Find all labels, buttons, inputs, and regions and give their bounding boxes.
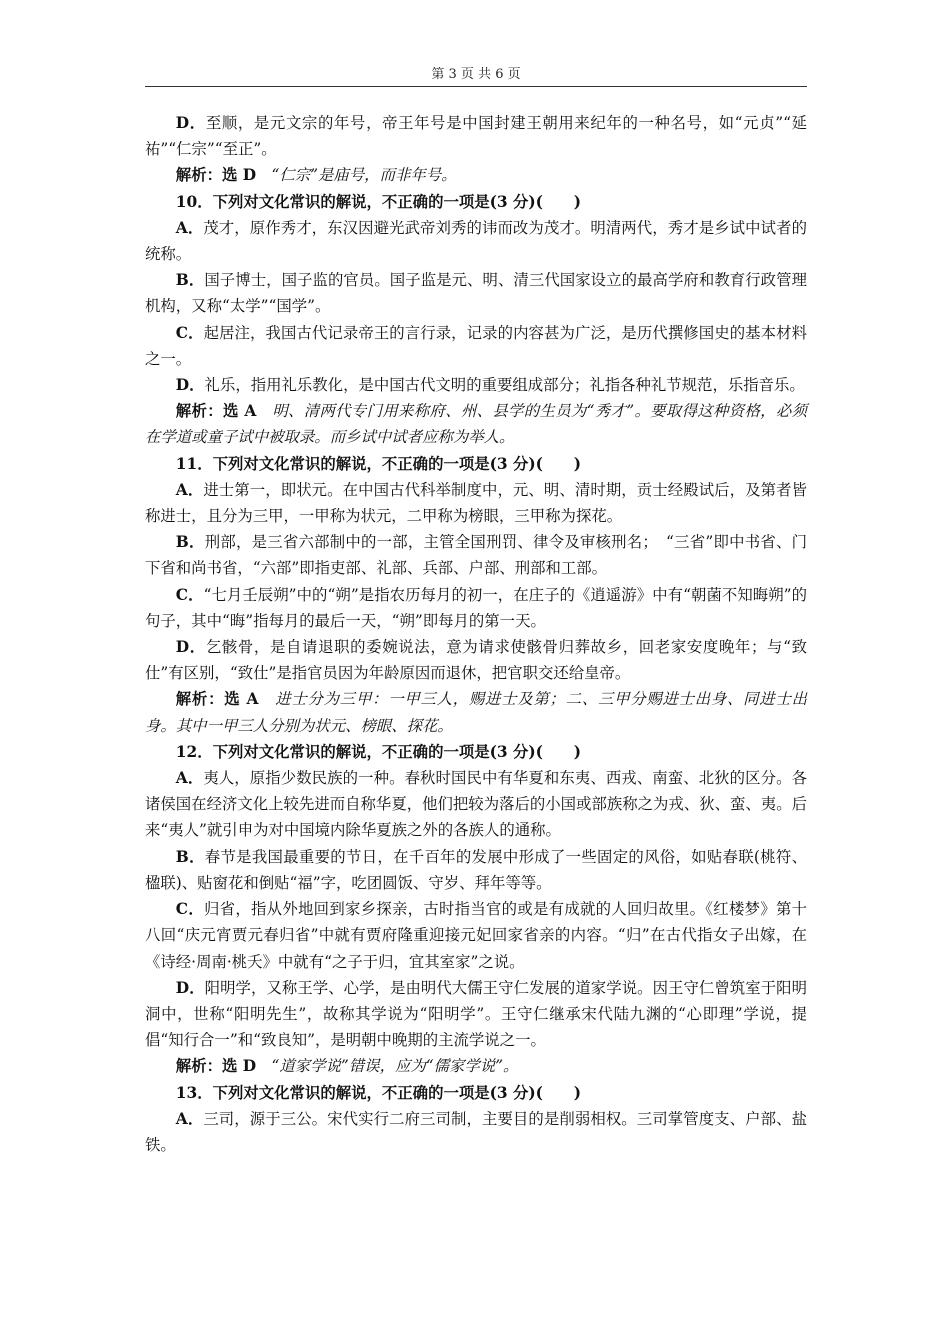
answer-option xyxy=(145,110,807,162)
option-letter: A． xyxy=(175,1109,204,1128)
explanation xyxy=(145,162,807,188)
answer-option xyxy=(145,1106,807,1158)
explanation-text: “道家学说”错误，应为“儒家学说”。 xyxy=(256,1057,519,1076)
option-letter: C． xyxy=(175,323,204,342)
answer-choice: 选 A xyxy=(222,402,257,421)
answer-option xyxy=(145,215,807,267)
explanation-label: 解析： xyxy=(175,166,222,185)
option-text: 夷人，原指少数民族的一种。春秋时国民中有华夏和东夷、西戎、南蛮、北狄的区分。各诸侯国在经济文化上较先进而自称华夏，他们把较为落后的小国或部族称之为戎、狄、蛮、夷。后来“夷人”就引申为对中国境内除华夏族之外的各族人的通称。 xyxy=(145,769,807,840)
page-header xyxy=(145,64,807,87)
option-text: 归省，指从外地回到家乡探亲，古时指当官的或是有成就的人回归故里。《红楼梦》第十八回“庆元宵贾元春归省”中就有贾府隆重迎接元妃回家省亲的内容。“归”在古代指女子出嫁，在《诗经·周南·桃夭》中就有“之子于归，宜其室家”之说。 xyxy=(145,900,807,971)
explanation xyxy=(145,686,807,738)
answer-choice: 选 A xyxy=(224,690,259,709)
option-text: “七月壬辰朔”中的“朔”是指农历每月的初一，在庄子的《逍遥游》中有“朝菌不知晦朔”的句子，其中“晦”指每月的最后一天，“朔”即每月的第一天。 xyxy=(145,585,807,630)
option-text: 进士第一，即状元。在中国古代科举制度中，元、明、清时期，贡士经殿试后，及第者皆称进士，且分为三甲，一甲称为状元，二甲称为榜眼，三甲称为探花。 xyxy=(145,480,807,526)
option-text: 阳明学，又称王学、心学，是由明代大儒王守仁发展的道家学说。因王守仁曾筑室于阳明洞中，世称“阳明先生”，故称其学说为“阳明学”。王守仁继承宋代陆九渊的“心即理”学说，提倡“知行合一”和“致良知”，是明朝中晚期的主流学说之一。 xyxy=(145,978,807,1050)
option-letter: D． xyxy=(175,978,205,997)
explanation-label: 解析： xyxy=(175,690,225,709)
question-stem: 11．下列对文化常识的解说，不正确的一项是(3 分)( ) xyxy=(175,454,582,473)
option-letter: A． xyxy=(175,769,204,788)
explanation-label: 解析： xyxy=(175,402,223,421)
answer-option xyxy=(145,582,807,634)
answer-option xyxy=(145,765,807,844)
option-letter: C． xyxy=(175,900,204,919)
answer-option xyxy=(145,267,807,319)
answer-option xyxy=(145,477,807,529)
explanation-text: 进士分为三甲：一甲三人，赐进士及第；二、三甲分赐进士出身、同进士出身。其中一甲三人分别为状元、榜眼、探花。 xyxy=(145,690,807,735)
answer-option xyxy=(145,975,807,1054)
option-text: 乞骸骨，是自请退职的委婉说法，意为请求使骸骨归葬故乡，回老家安度晚年；与“致仕”有区别，“致仕”是指官员因为年龄原因而退休，把官职交还给皇帝。 xyxy=(145,638,807,683)
option-text: 至顺，是元文宗的年号，帝王年号是中国封建王朝用来纪年的一种名号，如“元贞”“延祐”“仁宗”“至正”。 xyxy=(145,114,807,159)
question-stem: 12．下列对文化常识的解说，不正确的一项是(3 分)( ) xyxy=(175,742,582,761)
option-text: 茂才，原作秀才，东汉因避光武帝刘秀的讳而改为茂才。明清两代，秀才是乡试中试者的统称。 xyxy=(145,218,807,264)
explanation-text: 明、清两代专门用来称府、州、县学的生员为“秀才”。要取得这种资格，必须在学道或童子试中被取录。而乡试中试者应称为举人。 xyxy=(145,402,807,447)
option-letter: D． xyxy=(175,114,206,132)
option-letter: D． xyxy=(175,638,206,657)
option-letter: B． xyxy=(175,533,205,552)
option-text: 起居注，我国古代记录帝王的言行录，记录的内容甚为广泛，是历代撰修国史的基本材料之一。 xyxy=(145,323,807,368)
answer-option xyxy=(145,844,807,896)
question-stem: 10．下列对文化常识的解说，不正确的一项是(3 分)( ) xyxy=(175,192,582,211)
option-letter: B． xyxy=(175,847,205,866)
answer-option xyxy=(145,896,807,975)
option-letter: A． xyxy=(175,218,204,237)
explanation xyxy=(145,1053,807,1079)
option-text: 国子博士，国子监的官员。国子监是元、明、清三代国家设立的最高学府和教育行政管理机构，又称“太学”“国学”。 xyxy=(145,271,807,316)
option-text: 刑部，是三省六部制中的一部，主管全国刑罚、律令及审核刑名； “三省”即中书省、门下省和尚书省，“六部”即指吏部、礼部、兵部、户部、刑部和工部。 xyxy=(145,533,807,578)
option-letter: C． xyxy=(175,585,204,604)
explanation-label: 解析： xyxy=(175,1057,222,1076)
answer-option xyxy=(145,529,807,581)
answer-option xyxy=(145,320,807,372)
answer-option xyxy=(145,372,807,398)
page-number: 第 3 页 共 6 页 xyxy=(431,67,521,82)
option-text: 春节是我国最重要的节日，在千百年的发展中形成了一些固定的风俗，如贴春联(桃符、楹联)、贴窗花和倒贴“福”字，吃团圆饭、守岁、拜年等等。 xyxy=(145,847,807,892)
option-text: 礼乐，指用礼乐教化，是中国古代文明的重要组成部分；礼指各种礼节规范，乐指音乐。 xyxy=(204,376,805,395)
answer-choice: 选 D xyxy=(221,166,257,185)
option-letter: B． xyxy=(175,271,205,290)
option-text: 三司，源于三公。宋代实行二府三司制，主要目的是削弱相权。三司掌管度支、户部、盐铁。 xyxy=(145,1109,807,1154)
answer-choice: 选 D xyxy=(221,1057,257,1076)
explanation-text: “仁宗”是庙号，而非年号。 xyxy=(256,166,457,185)
question-stem: 13．下列对文化常识的解说，不正确的一项是(3 分)( ) xyxy=(175,1083,582,1102)
option-letter: D． xyxy=(175,376,205,395)
answer-option xyxy=(145,634,807,686)
explanation xyxy=(145,398,807,450)
document-body xyxy=(145,110,807,1158)
option-letter: A． xyxy=(175,480,204,499)
